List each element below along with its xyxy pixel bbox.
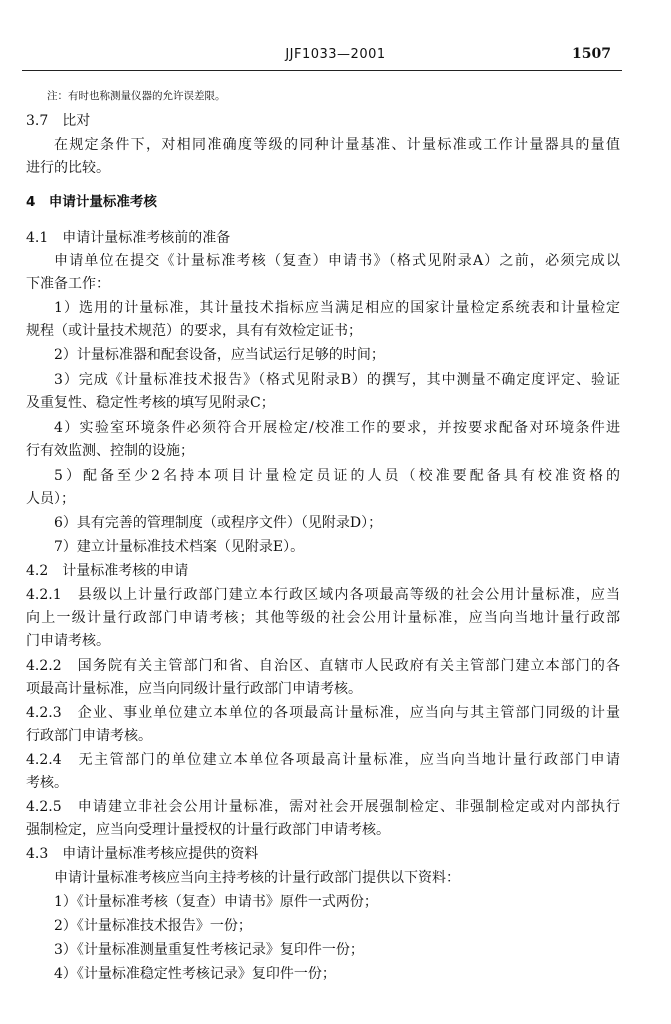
text-line: 进行的比较。 [26, 160, 110, 176]
text-line: 4.2.1 县级以上计量行政部门建立本行政区域内各项最高等级的社会公用计量标准，应当 [26, 587, 620, 603]
text-line: 在规定条件下，对相同准确度等级的同种计量基准、计量标准或工作计量器具的量值 [54, 137, 620, 153]
text-line: 考核。 [26, 775, 68, 791]
text-line: 及重复性、稳定性考核的填写见附录C； [26, 395, 275, 411]
text-line: 申请单位在提交《计量标准考核（复查）申请书》（格式见附录A）之前，必须完成以 [54, 253, 620, 269]
text-line: 4.3 申请计量标准考核应提供的资料 [26, 846, 259, 862]
text-line: 7）建立计量标准技术档案（见附录E）。 [54, 539, 305, 555]
text-line: 3）《计量标准测量重复性考核记录》复印件一份； [54, 942, 364, 958]
text-line: 门申请考核。 [26, 633, 110, 649]
text-line: 申请计量标准考核应当向主持考核的计量行政部门提供以下资料： [54, 870, 460, 886]
text-line: 6）具有完善的管理制度（或程序文件）（见附录D）； [54, 515, 383, 531]
text-line: 1）《计量标准考核（复查）申请书》原件一式两份； [54, 894, 378, 910]
text-line: 3.7 比对 [26, 113, 91, 129]
header-standard-number: JJF1033—2001 [285, 47, 386, 62]
text-line: 行政部门申请考核。 [26, 728, 152, 744]
text-line: 1）选用的计量标准，其计量技术指标应当满足相应的国家计量检定系统表和计量检定 [54, 300, 620, 316]
text-line: 项最高计量标准，应当向同级计量行政部门申请考核。 [26, 681, 362, 697]
text-line: 行有效监测、控制的设施； [26, 443, 194, 459]
text-line: 3）完成《计量标准技术报告》（格式见附录B）的撰写，其中测量不确定度评定、验证 [54, 372, 620, 388]
header-rule [22, 70, 622, 71]
text-line: 4.2.2 国务院有关主管部门和省、自治区、直辖市人民政府有关主管部门建立本部门的各 [26, 658, 620, 674]
text-line: 4.2.3 企业、事业单位建立本单位的各项最高计量标准，应当向与其主管部门同级的计量 [26, 705, 620, 721]
text-line: 注：有时也称测量仪器的允许误差限。 [47, 90, 226, 102]
text-line: 规程（或计量技术规范）的要求，具有有效检定证书； [26, 323, 362, 339]
text-line: 4）实验室环境条件必须符合开展检定/校准工作的要求，并按要求配备对环境条件进 [54, 420, 620, 436]
text-line: 下准备工作： [26, 276, 110, 292]
text-line: 2）《计量标准技术报告》一份； [54, 918, 252, 934]
text-line: 4.2.4 无主管部门的单位建立本单位各项最高计量标准，应当向当地计量行政部门申请 [26, 752, 620, 768]
text-line: 4.2 计量标准考核的申请 [26, 563, 189, 579]
text-line: 5）配备至少2名持本项目计量检定员证的人员（校准要配备具有校准资格的 [54, 468, 620, 484]
text-line: 4.2.5 申请建立非社会公用计量标准，需对社会开展强制检定、非强制检定或对内部执行 [26, 799, 620, 815]
header-page-number: 1507 [572, 46, 611, 62]
text-line: 2）计量标准器和配套设备，应当试运行足够的时间； [54, 347, 385, 363]
text-line: 4.1 申请计量标准考核前的准备 [26, 230, 231, 246]
text-line: 人员）； [26, 491, 75, 507]
text-line: 向上一级计量行政部门申请考核；其他等级的社会公用计量标准，应当向当地计量行政部 [26, 610, 620, 626]
text-line: 4 申请计量标准考核 [26, 194, 157, 210]
text-line: 强制检定，应当向受理计量授权的计量行政部门申请考核。 [26, 822, 390, 838]
text-line: 4）《计量标准稳定性考核记录》复印件一份； [54, 966, 336, 982]
